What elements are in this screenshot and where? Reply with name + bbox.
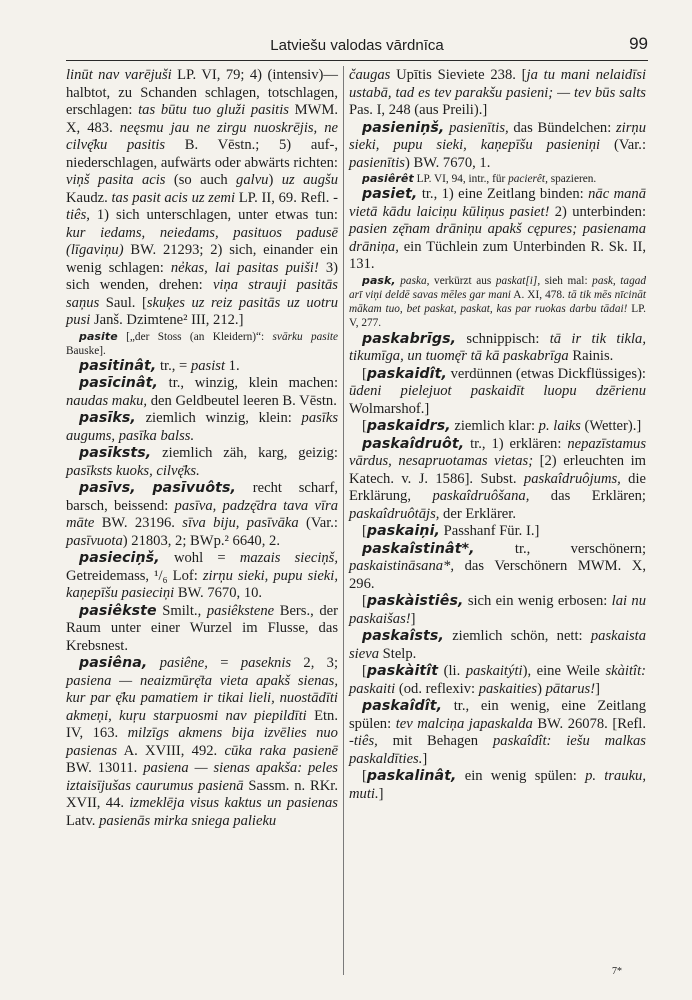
headword: pask, xyxy=(362,273,396,287)
entry-text: ein Tüchlein zum Unterbinden R. Sk. II, 131. xyxy=(349,238,646,273)
example-text: ja tu mani nelaidīsi ustabā, tad es tev parakšu pasieni; — tev būs salts xyxy=(349,67,646,101)
entry-text: LP. V, 277. xyxy=(349,303,646,330)
example-text: tā ir tik tikla, tikumīga, un tuomę̄r tā kā paskabrīga xyxy=(349,330,646,365)
entry-text: 3) sich wenden, drehen: xyxy=(66,259,338,293)
example-text: pacierêt, xyxy=(508,173,548,185)
entry-text: ein wenig spülen: xyxy=(456,768,586,785)
entry-text: 1) sich unterschlagen, unter etwas tun: xyxy=(89,207,338,223)
headword: paskaidrs, xyxy=(366,418,451,435)
example-text: nāc manā vietā kādu laiciņu kūliņus pasiet! xyxy=(349,186,646,220)
example-text: -tiês, xyxy=(349,733,378,750)
entry-text: (Wetter).] xyxy=(580,418,642,435)
dictionary-entry xyxy=(66,480,338,550)
entry-text: LP. II, 69. Refl. xyxy=(235,189,334,206)
entry-text: tr., 1) eine Zeitlang binden: xyxy=(417,186,589,203)
example-text: pasiêkstene xyxy=(206,602,275,619)
example-text: zirņu sieki, pupu sieki, kaņepīšu pasieciņi xyxy=(66,567,338,602)
headword: paskaîstinât*, xyxy=(362,540,475,557)
headword: pasieciņš, xyxy=(79,550,160,567)
entry-text: Getreidemass, ¹/₆ Lof: xyxy=(66,567,203,584)
entry-text: [ xyxy=(362,768,367,785)
headword: pasieniņš, xyxy=(362,119,445,136)
entry-text: ) BW. 7670, 1. xyxy=(404,154,491,171)
entry-text: 2, 3; xyxy=(291,655,339,672)
dictionary-entry xyxy=(66,445,338,480)
headword: pasīcinât, xyxy=(79,375,158,392)
entry-text: Sassm. n. RKr. XVII, 44. xyxy=(66,777,338,812)
entry-text: schnippisch: xyxy=(456,330,550,347)
example-text: pasien zę̄nam drāniņu apakš cępures; pasienama drāniņa, xyxy=(349,221,646,255)
entry-text: Smilt., xyxy=(156,602,207,619)
example-text: paskaities xyxy=(478,680,538,697)
headword: pasiêkste xyxy=(79,602,157,619)
example-text: čaugas xyxy=(349,67,391,83)
entry-text: ] xyxy=(422,750,428,767)
example-text: lai nu paskaišas! xyxy=(349,593,647,627)
entry-text: Kaudz. xyxy=(66,189,112,206)
dictionary-entry xyxy=(349,366,646,419)
headword: pasiêrêt xyxy=(362,172,414,185)
entry-text: Janš. Dzimtene² III, 212.] xyxy=(90,312,244,328)
entry-text: Bauske]. xyxy=(66,344,106,357)
example-text: pask, tagad arī viņi deldē savas mēles gar mani xyxy=(349,274,647,301)
entry-text: mit Behagen xyxy=(377,733,493,750)
dictionary-entry xyxy=(66,550,338,603)
example-text: paskaîdît: iešu malkas paskaldīties. xyxy=(349,733,646,767)
example-text: pasienās mirka sniega palieku xyxy=(99,812,277,829)
entry-text: B. Vēstn.; 5) auf-, niederschlagen, aufwärts oder abwärts richten: xyxy=(66,137,338,171)
entry-text: ) xyxy=(537,680,546,697)
entry-text: Latv. xyxy=(66,812,100,829)
entry-text: 1. xyxy=(225,357,240,374)
entry-text: ) 21803, 2; BWp.² 6640, 2. xyxy=(122,532,280,549)
entry-text: BW. 13011. xyxy=(66,760,144,777)
example-text: paskaitýti xyxy=(465,663,523,680)
entry-text: tr., 1) erklären: xyxy=(464,435,568,452)
dictionary-entry xyxy=(349,541,646,594)
example-text: sīva biju, pasīvāka xyxy=(182,515,299,532)
dictionary-entry xyxy=(349,172,646,186)
entry-text: Etn. IV, 163. xyxy=(66,707,338,742)
entry-text: ziemlich winzig, klein: xyxy=(135,410,302,427)
dictionary-entry xyxy=(349,698,646,768)
example-text: paskat[i], xyxy=(495,274,541,287)
entry-text: tr., verschönern; xyxy=(474,540,646,557)
entry-text: die Erklärung, xyxy=(349,470,647,505)
entry-text: [ xyxy=(362,365,367,382)
entry-text: [ xyxy=(362,593,367,610)
entry-text: (Var.: xyxy=(298,515,338,532)
entry-text: das Verschönern MWM. X, 296. xyxy=(349,558,646,592)
example-text: skuķes uz reiz pasitās uz uotru pusi xyxy=(66,294,338,328)
example-text: galvu xyxy=(236,172,269,188)
example-text: pasīvuota xyxy=(66,532,123,549)
signature-mark: 7* xyxy=(612,966,622,977)
example-text: pasīksts kuoks, cilvę̄ks. xyxy=(66,462,200,479)
dictionary-entry xyxy=(66,67,338,330)
dictionary-entry xyxy=(349,186,646,274)
entry-text: ziemlich zäh, karg, geizig: xyxy=(151,445,338,462)
entry-text: das Erklären; xyxy=(529,488,646,505)
entry-text: LP. VI, 79; 4) (intensiv)—halbtot, zu Schanden schlagen, totschlagen, erschlagen: xyxy=(66,67,338,118)
example-text: p. trauku, muti. xyxy=(349,768,646,802)
dictionary-entry xyxy=(66,655,338,830)
example-text: neęsmu jau ne zirgu nuoskrējis, ne cilvę̄ku pasitis xyxy=(66,119,339,153)
example-text: naudas maku, xyxy=(66,392,148,409)
entry-text: der Erklärer. xyxy=(439,505,516,522)
entry-text: BW. 7670, 10. xyxy=(174,585,263,602)
example-text: pātarus! xyxy=(545,680,596,697)
headword: pasite xyxy=(79,329,118,343)
headword: paskalinât, xyxy=(366,768,457,785)
entry-text: verdünnen (etwas Dickflüssiges): xyxy=(446,365,646,382)
dictionary-entry xyxy=(349,593,646,628)
example-text: nepazīstamus vārdus, nesapruotamas vietas; xyxy=(349,435,646,470)
entry-text: ) xyxy=(268,172,282,188)
example-text: pasienītis, xyxy=(449,119,509,136)
entry-text: tr., = xyxy=(156,357,191,374)
headword: pasiet, xyxy=(362,186,418,203)
entry-text: = xyxy=(207,655,241,672)
headword: paskaidît, xyxy=(366,365,447,382)
entry-text: sich ein wenig erbosen: xyxy=(463,593,612,610)
dictionary-entry xyxy=(66,375,338,410)
dictionary-entry xyxy=(66,330,338,358)
dictionary-entry xyxy=(349,120,646,173)
example-text: p. laiks xyxy=(538,418,581,435)
example-text: viņš pasita acis xyxy=(66,172,166,188)
entry-text: Rainis. xyxy=(568,348,614,365)
headword: paskàistiês, xyxy=(366,593,464,610)
headword: pasīks, xyxy=(79,410,136,427)
example-text: ne̓kas, lai pasitas puiši! xyxy=(170,259,319,276)
example-text: pasiêne, xyxy=(159,655,208,672)
column-divider xyxy=(343,66,344,975)
dictionary-entry xyxy=(349,436,646,524)
entry-text: Pas. I, 248 (aus Preili).] xyxy=(349,102,488,118)
entry-text: ] xyxy=(595,680,600,697)
example-text: paseknis xyxy=(240,655,292,672)
entry-text: Wolmarshof.] xyxy=(349,400,430,417)
dictionary-entry xyxy=(349,274,646,331)
entry-text: MWM. X, 483. xyxy=(66,102,338,136)
headword: pasīvuôts, xyxy=(152,480,237,497)
dictionary-entry xyxy=(349,331,646,366)
example-text: tā tik mēs nīcināt mākam tuo, bet paskat, paskat, kas par ruokas darbu tādai! xyxy=(349,288,647,316)
entry-text: ziemlich klar: xyxy=(450,418,539,435)
example-text: paskaistināsana*, xyxy=(349,558,454,575)
example-text: tas būtu tuo gluži pasitis xyxy=(138,102,289,118)
headword: paskaîdruôt, xyxy=(362,435,465,452)
entry-text: [ xyxy=(362,418,367,435)
entry-text: ] xyxy=(378,785,384,802)
right-column xyxy=(349,67,646,803)
example-text: -tiês, xyxy=(66,189,338,223)
headword: paskaîdît, xyxy=(362,698,443,715)
entry-text: sieh mal: xyxy=(540,274,593,287)
entry-text: (li. xyxy=(438,663,466,680)
example-text: pasist xyxy=(190,357,226,374)
entry-text: BW. 26078. [Refl. xyxy=(532,715,646,732)
dictionary-entry xyxy=(349,418,646,436)
headword: pasiêna, xyxy=(79,655,148,672)
entry-text: tr., winzig, klein machen: xyxy=(157,375,338,392)
example-text: izmeklēja visus kaktus un pasienas xyxy=(129,795,338,812)
example-text: svārku pasite xyxy=(272,330,338,343)
headword: pasitinât, xyxy=(79,357,157,374)
headword: pasīvs, xyxy=(79,480,136,497)
example-text: paskaîdruôšana, xyxy=(432,488,530,505)
entry-text: ziemlich schön, nett: xyxy=(443,628,591,645)
example-text: pasienītis xyxy=(349,154,405,171)
entry-text: (Var.: xyxy=(600,137,647,153)
example-text: paskaîdruôtājs, xyxy=(349,505,440,522)
example-text: kur iedams, neiedams, pasituos padusē (līgaviņu) xyxy=(66,224,338,258)
example-text: paskaista sieva xyxy=(349,628,646,662)
example-text: mazais sieciņš, xyxy=(239,550,338,567)
headword: pasīksts, xyxy=(79,445,152,462)
entry-text xyxy=(147,655,159,671)
example-text: uz augšu xyxy=(281,172,338,188)
page-number: 99 xyxy=(629,34,648,53)
example-text: skàitît: paskaiti xyxy=(349,663,646,697)
entry-text: [ xyxy=(362,663,367,680)
entry-text: Stelp. xyxy=(379,645,417,662)
dictionary-entry xyxy=(349,523,646,541)
example-text: milzīgs akmens bija izvēlies nuo pasienas xyxy=(66,725,338,759)
entry-text: tr., ein wenig, eine Zeitlang spülen: xyxy=(349,698,646,732)
left-column xyxy=(66,67,338,830)
entry-text: verkürzt aus xyxy=(429,274,496,287)
dictionary-entry xyxy=(349,628,646,663)
entry-text: [ xyxy=(362,523,367,540)
entry-text: Saul. [ xyxy=(99,294,147,311)
example-text: zirņu sieki, pupu sieki, kaņepīšu pasieniņi xyxy=(349,119,646,153)
headword: paskaiņi, xyxy=(366,523,441,540)
entry-text: recht scharf, barsch, beissend: xyxy=(66,480,338,514)
dictionary-entry xyxy=(349,67,646,120)
example-text: paskaîdruôjums, xyxy=(523,470,621,487)
entry-text: A. XVIII, 492. xyxy=(117,742,225,759)
example-text: pasīks augums, pasīka balss. xyxy=(66,410,338,444)
headword: paskàitît xyxy=(366,663,439,680)
example-text: pasiena — sienas apakša: peles iztaisījušas caurumus pasienā xyxy=(66,760,338,794)
entry-text: [2) erleuchten im Katech. v. J. 1586]. Subst. xyxy=(349,453,646,487)
entry-text: (so auch xyxy=(165,172,237,188)
entry-text: den Geldbeutel leeren B. Vēstn. xyxy=(147,392,337,409)
example-text: linūt nav varējuši xyxy=(66,67,172,83)
entry-text: BW. 23196. xyxy=(94,515,183,532)
entry-text: [„der Stoss (an Kleidern)“: xyxy=(117,330,273,343)
entry-text: Upītis Sieviete 238. [ xyxy=(390,67,527,83)
example-text: viņa strauji pasitās saņus xyxy=(66,277,338,311)
dictionary-entry xyxy=(349,663,646,698)
entry-text: wohl = xyxy=(159,550,240,567)
entry-text xyxy=(136,480,153,496)
dictionary-entry xyxy=(66,358,338,376)
entry-text: Passhanf Für. I.] xyxy=(440,523,540,540)
headword: paskaîsts, xyxy=(362,628,444,645)
example-text: tev malciņa japaskalda xyxy=(395,715,533,732)
dictionary-entry xyxy=(66,603,338,656)
entry-text: LP. VI, 94, intr., für xyxy=(413,173,509,185)
page-header xyxy=(66,34,648,61)
example-text: pasīva, padzę̄dra tava vīra māte xyxy=(66,497,338,532)
dictionary-entry xyxy=(349,768,646,803)
example-text: cūka raka pasienē xyxy=(224,742,338,759)
entry-text: (od. reflexiv: xyxy=(395,680,479,697)
entry-text: spazieren. xyxy=(547,173,597,185)
example-text: tas pasit acis uz zemi xyxy=(111,189,236,206)
example-text: pasiena — neaizmūrę̄ta vieta apakš sienas, kur par ę̄ku pamatiem ir tikai lieli, nuostādīti akmeņi, kuŗu starpuosmi nav piepildīti xyxy=(66,672,338,724)
headword: paskabrīgs, xyxy=(362,330,457,347)
entry-text: A. XI, 478. xyxy=(510,288,568,301)
entry-text: ), eine Weile xyxy=(522,663,606,680)
example-text: ūdeni pielejuot paskaidīt luopu dzērienu xyxy=(349,383,646,400)
example-text: paska, xyxy=(400,274,430,287)
entry-text: ] xyxy=(410,610,416,627)
entry-text: BW. 21293; 2) sich, einander ein wenig schlagen: xyxy=(66,242,338,276)
entry-text: das Bündelchen: xyxy=(508,119,616,136)
running-title: Latviešu valodas vārdnīca xyxy=(270,37,444,54)
entry-text: 2) unterbinden: xyxy=(549,203,646,220)
dictionary-entry xyxy=(66,410,338,445)
entry-text: Bers., der Raum unter einer Wurzel im Flusse, das Krebsnest. xyxy=(66,602,338,654)
